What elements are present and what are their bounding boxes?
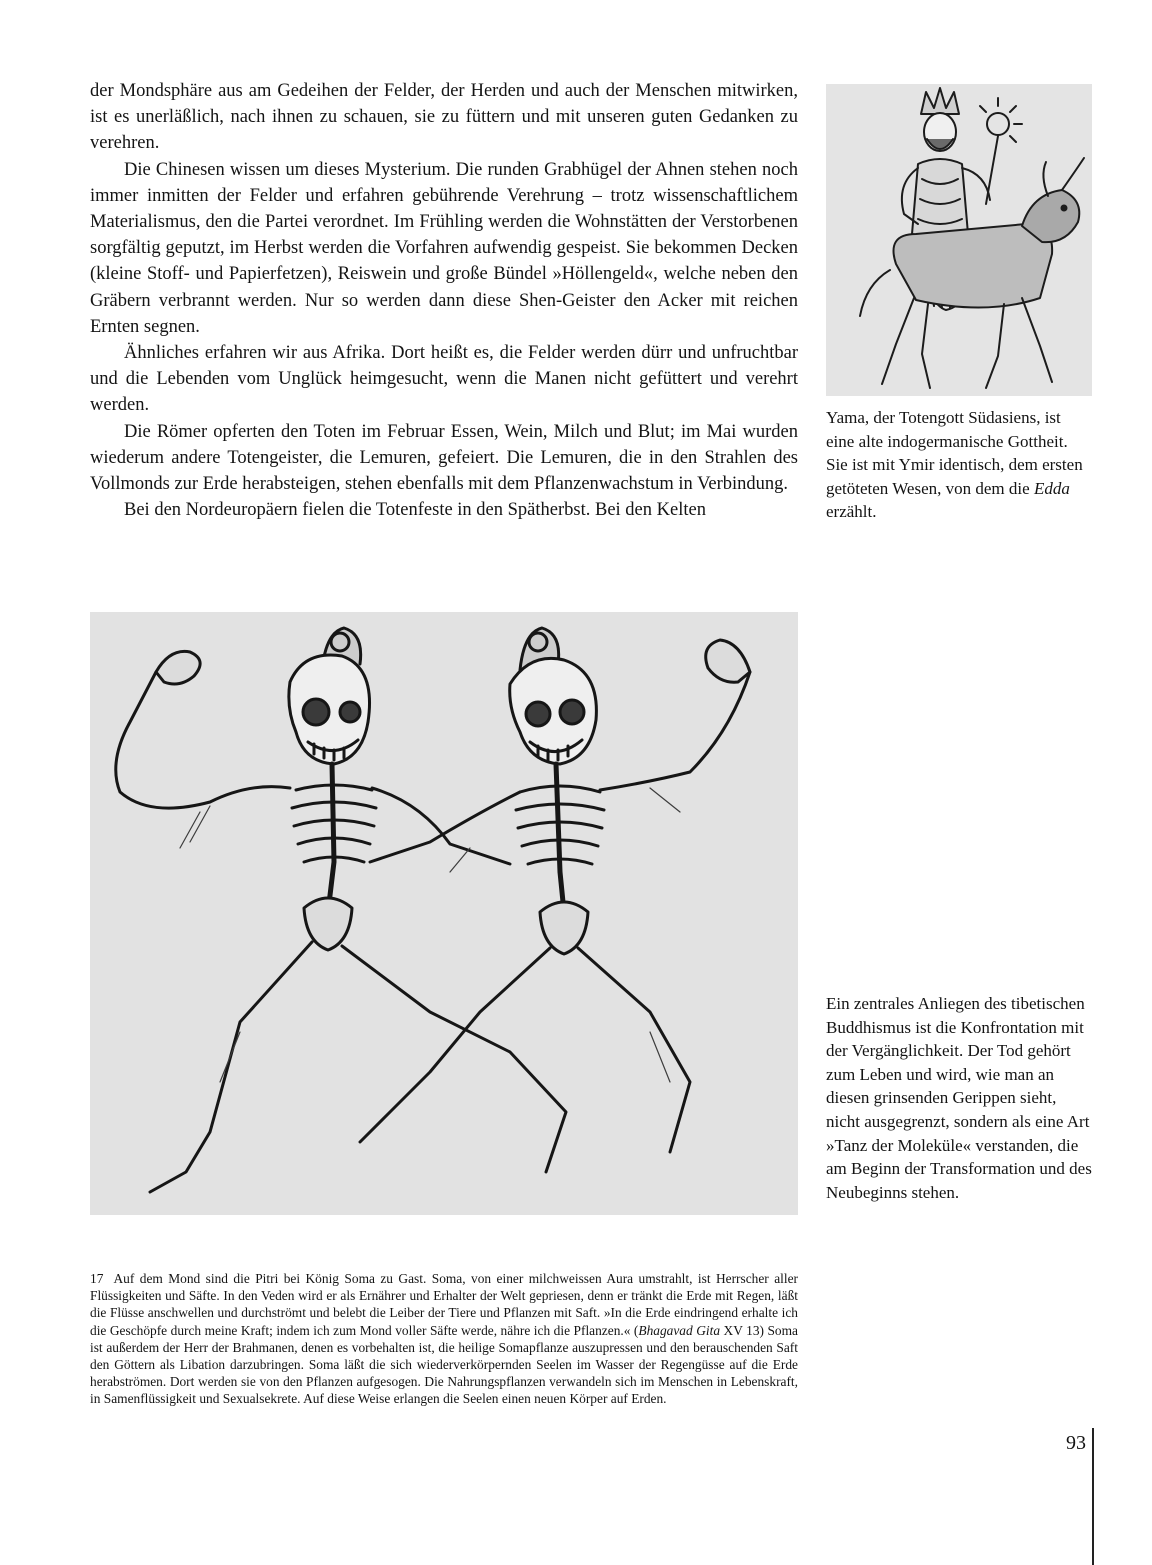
paragraph-1: der Mondsphäre aus am Gedeihen der Felder, der Herden und auch der Menschen mitwirken, ist es unerläßlich, nach ihnen zu schauen, sie zu füttern und mit unseren guten Gedanken zu verehren.	[90, 81, 798, 154]
paragraph-2: Die Chinesen wissen um dieses Mysterium. Die runden Grabhügel der Ahnen stehen noch immer inmitten der Felder und erfahren gebührende Verehrung – trotz wissenschaftlichem Materialismus, den die Partei verordnet. Im Frühling werden die Wohnstätten der Verstorbenen sorgfältig geputzt, im Herbst werden die Vorfahren aufwendig gespeist. Sie bekommen Decken (kleine Stoff- und Papierfetzen), Reiswein und große Bündel »Höllengeld«, welche neben den Gräbern verbrannt werden. Nur so werden dann diese Shen-Geister den Acker mit reichen Ernten segnen.	[90, 159, 798, 337]
yama-caption-title: Edda	[1033, 478, 1070, 498]
dancing-skeletons-drawing	[90, 612, 798, 1215]
paragraph-5: Bei den Nordeuropäern fielen die Totenfeste in den Spätherbst. Bei den Kelten	[124, 500, 706, 521]
yama-caption-text: Yama, der Totengott Südasiens, ist eine alte indogermanische Gottheit. Sie ist mit Ymir identisch, dem ersten getöteten Wesen, von dem die	[826, 408, 1083, 498]
footnote-work-title: Bhagavad Gita	[638, 1322, 721, 1338]
paragraph-4: Die Römer opferten den Toten im Februar Essen, Wein, Milch und Blut; im Mai wurden wiederum andere Totengeister, die Lemuren, gefeiert. Die Lemuren, die in den Strahlen des Vollmonds zur Erde herabsteigen, stehen ebenfalls mit dem Pflanzenwachstum in Verbindung.	[90, 421, 798, 495]
yama-illustration	[826, 84, 1092, 396]
main-text-column	[90, 78, 798, 523]
yama-rider-drawing	[826, 84, 1092, 396]
page-margin-rule	[1092, 1428, 1094, 1565]
footnote-number: 17	[90, 1271, 104, 1286]
page-number: 93	[1066, 1432, 1086, 1454]
yama-caption-end: erzählt.	[826, 502, 877, 522]
footnote-text-end: XV 13) Soma ist außerdem der Herr der Brahmanen, denen es vorbehalten ist, die heilige Somapflanze auszupressen und den berauschenden Saft den Göttern als Libation darzubringen. Soma läßt die sich wiederverkörpernden Seelen im Wasser der Regengüsse auf die Erde herabströmen. Dort werden sie von den Pflanzen aufgesogen. Die Nahrungspflanzen verwandeln sich im Menschen in Lebenskraft, in Samenflüssigkeit und Sexualsekrete. Auf diese Weise erlangen die Seelen einen neuen Körper auf Erden.	[90, 1322, 798, 1407]
yama-caption	[826, 406, 1092, 524]
dance-caption: Ein zentrales Anliegen des tibetischen Buddhismus ist die Konfrontation mit der Vergänglichkeit. Der Tod gehört zum Leben und wird, wie man an diesen grinsenden Gerippen sieht, nicht ausgegrenzt, sondern als eine Art »Tanz der Moleküle« verstanden, die am Beginn der Transformation und des Neubeginns stehen.	[826, 994, 1092, 1202]
footnote-text: Auf dem Mond sind die Pitri bei König Soma zu Gast. Soma, von einer milchweissen Aura umstrahlt, ist Herrscher aller Flüssigkeiten und Säfte. In den Veden wird er als Ernährer und Erhalter der Welt gepriesen, denn er tränkt die Erde mit Regen, läßt die Flüsse anschwellen und durchströmt und belebt die Leiber der Tiere und Pflanzen mit Saft. »In die Erde eindringend erhalte ich die Geschöpfe durch meine Kraft; indem ich zum Mond voller Säfte werde, nähre ich die Pflanzen.« (	[90, 1271, 798, 1338]
paragraph-3: Ähnliches erfahren wir aus Afrika. Dort heißt es, die Felder werden dürr und unfruchtbar und die Lebenden vom Unglück heimgesucht, wenn die Manen nicht gefüttert und verehrt werden.	[90, 343, 798, 416]
footnote-17	[90, 1270, 798, 1408]
dancing-skeletons-illustration	[90, 612, 798, 1215]
